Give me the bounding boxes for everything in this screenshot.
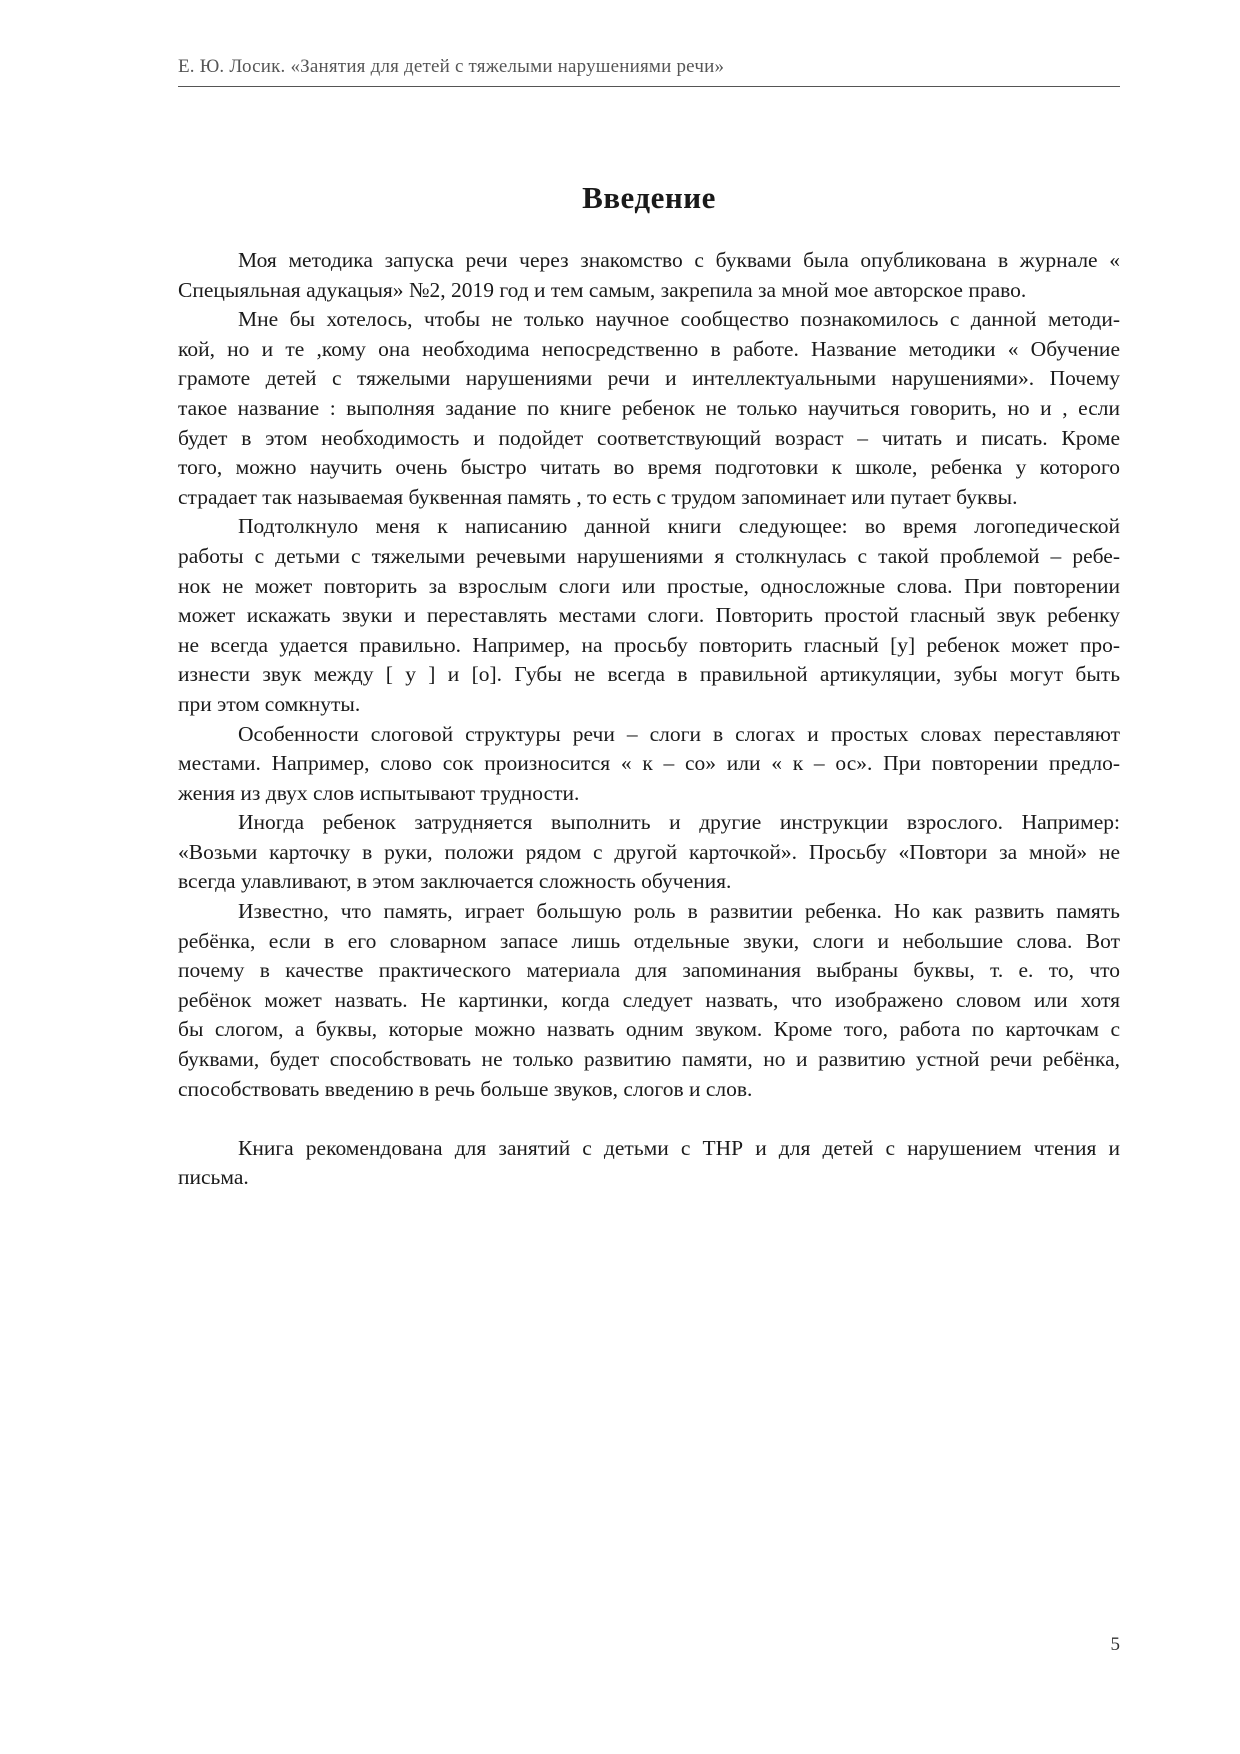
paragraph — [178, 246, 1120, 305]
text-line: ребёнка, если в его словарном запасе лишь отдельные звуки, слоги и небольшие слова. Вот — [178, 928, 1120, 953]
text-line: Спецыяльная адукацыя» №2, 2019 год и тем самым, закрепила за мной мое авторское право. — [178, 277, 1027, 302]
text-line: грамоте детей с тяжелыми нарушениями речи и интеллектуальными нарушениями». Почему — [178, 366, 1120, 391]
text-line: бы слогом, а буквы, которые можно назвать одним звуком. Кроме того, работа по карточкам с — [178, 1017, 1120, 1042]
text-line: письма. — [178, 1165, 249, 1190]
paragraph — [178, 897, 1120, 1104]
paragraph-spacer — [178, 1104, 1120, 1134]
text-line: не всегда удается правильно. Например, на просьбу повторить гласный [у] ребенок может про- — [178, 632, 1120, 657]
text-line: Особенности слоговой структуры речи – слоги в слогах и простых словах переставляют — [238, 721, 1120, 746]
paragraph — [178, 720, 1120, 809]
text-line: Мне бы хотелось, чтобы не только научное сообщество познакомилось с данной методи- — [238, 307, 1120, 332]
chapter-title: Введение — [582, 180, 716, 215]
text-line: может искажать звуки и переставлять местами слоги. Повторить простой гласный звук ребенку — [178, 603, 1120, 628]
paragraph — [178, 305, 1120, 512]
text-line: ребёнок может назвать. Не картинки, когда следует назвать, что изображено словом или хотя — [178, 987, 1120, 1012]
text-line: Книга рекомендована для занятий с детьми с ТНР и для детей с нарушением чтения и — [238, 1135, 1120, 1160]
text-line: «Возьми карточку в руки, положи рядом с другой карточкой». Просьбу «Повтори за мной» не — [178, 839, 1120, 864]
page-number: 5 — [1110, 1634, 1120, 1655]
paragraph — [178, 512, 1120, 719]
text-line: жения из двух слов испытывают трудности. — [178, 780, 580, 805]
text-line: работы с детьми с тяжелыми речевыми нарушениями я столкнулась с такой проблемой – ребе- — [178, 543, 1120, 568]
paragraph — [178, 1134, 1120, 1193]
running-header-title: Е. Ю. Лосик. «Занятия для детей с тяжелыми нарушениями речи» — [178, 56, 725, 77]
text-line: того, можно научить очень быстро читать во время подготовки к школе, ребенка у которого — [178, 455, 1120, 480]
text-line: Подтолкнуло меня к написанию данной книги следующее: во время логопедической — [238, 514, 1120, 539]
text-line: местами. Например, слово сок произносится « к – со» или « к – ос». При повторении предло- — [178, 751, 1120, 776]
text-line: при этом сомкнуты. — [178, 691, 361, 716]
text-line: страдает так называемая буквенная память , то есть с трудом запоминает или путает буквы. — [178, 484, 1018, 509]
text-line: Моя методика запуска речи через знакомство с буквами была опубликована в журнале « — [238, 248, 1120, 272]
paragraph — [178, 808, 1120, 897]
text-line: будет в этом необходимость и подойдет соответствующий возраст – читать и писать. Кроме — [178, 425, 1120, 450]
running-header — [178, 56, 1120, 87]
text-line: Иногда ребенок затрудняется выполнить и другие инструкции взрослого. Например: — [238, 810, 1120, 835]
text-line: изнести звук между [ у ] и [о]. Губы не всегда в правильной артикуляции, зубы могут быть — [178, 662, 1120, 687]
body-text — [178, 246, 1120, 1193]
text-line: буквами, будет способствовать не только развитию памяти, но и развитию устной речи ребёнка, — [178, 1047, 1120, 1072]
text-line: Известно, что память, играет большую роль в развитии ребенка. Но как развить память — [238, 899, 1120, 924]
text-line: кой, но и те ,кому она необходима непосредственно в работе. Название методики « Обучение — [178, 336, 1120, 361]
text-line: нок не может повторить за взрослым слоги или простые, односложные слова. При повторении — [178, 573, 1120, 598]
text-line: всегда улавливают, в этом заключается сложность обучения. — [178, 869, 732, 894]
text-line: такое название : выполняя задание по книге ребенок не только научиться говорить, но и , если — [178, 395, 1120, 420]
text-line: почему в качестве практического материала для запоминания выбраны буквы, т. е. то, что — [178, 958, 1120, 983]
text-line: способствовать введению в речь больше звуков, слогов и слов. — [178, 1076, 753, 1101]
